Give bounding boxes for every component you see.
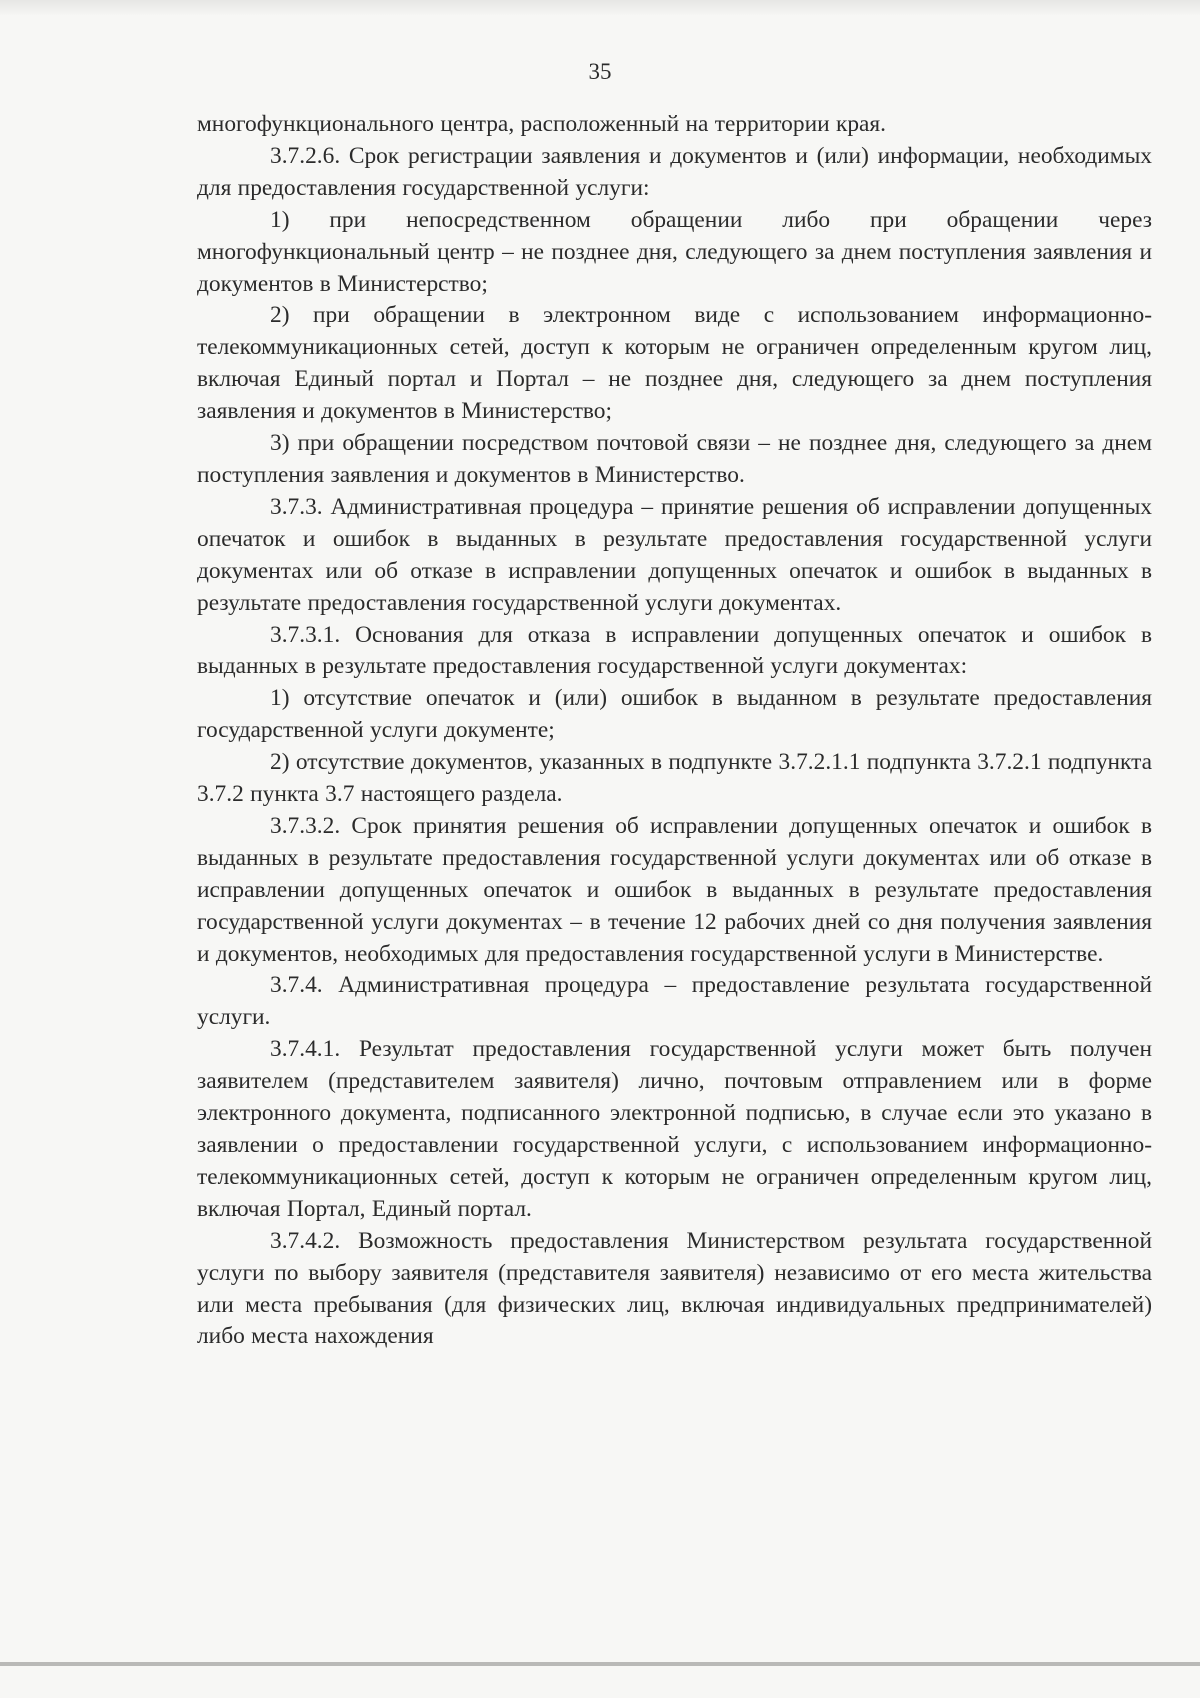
paragraph: 2) отсутствие документов, указанных в подпункте 3.7.2.1.1 подпункта 3.7.2.1 подпункта 3.7.2 пункта 3.7 настоящего раздела. bbox=[197, 749, 1153, 808]
paragraph: 3.7.4. Административная процедура – предоставление результата государственной услуги. bbox=[197, 972, 1152, 1031]
paragraph: 3.7.2.6. Срок регистрации заявления и документов и (или) информации, необходимых для предоставления государственной услуги: bbox=[197, 142, 1152, 201]
page-number: 35 bbox=[588, 59, 612, 84]
paragraph: 3.7.4.2. Возможность предоставления Министерством результата государственной услуги по выбору заявителя (представителя заявителя) независимо от его места жительства или места пребывания (для физических лиц, включая индивидуальных предпринимателей) либо места нахождения bbox=[197, 1227, 1152, 1350]
scan-edge-bottom-line bbox=[0, 1662, 1200, 1666]
paragraph: многофункционального центра, расположенный на территории края. bbox=[197, 111, 887, 137]
paragraph: 3.7.4.1. Результат предоставления государственной услуги может быть получен заявителем (представителем заявителя) лично, почтовым отправлением или в форме электронного документа, подписанного электронной подписью, в случае если это указано в заявлении о предоставлении государственной услуги, с использованием информационно-телекоммуникационных сетей, доступ к которым не ограничен определенным кругом лиц, включая Портал, Единый портал. bbox=[197, 1036, 1152, 1222]
paragraph: 1) при непосредственном обращении либо при обращении через многофункциональный центр – не позднее дня, следующего за днем поступления заявления и документов в Министерство; bbox=[197, 206, 1152, 297]
paragraph: 3.7.3. Административная процедура – принятие решения об исправлении допущенных опечаток и ошибок в выданных в результате предоставления государственной услуги документах или об отказе в исправлении допущенных опечаток и ошибок в выданных в результате предоставления государственной услуги документах. bbox=[197, 493, 1152, 616]
paragraph: 3.7.3.2. Срок принятия решения об исправлении допущенных опечаток и ошибок в выданных в результате предоставления государственной услуги документах или об отказе в исправлении допущенных опечаток и ошибок в выданных в результате предоставления государственной услуги документах – в течение 12 рабочих дней со дня получения заявления и документов, необходимых для предоставления государственной услуги в Министерстве. bbox=[197, 812, 1152, 967]
paragraph: 3) при обращении посредством почтовой связи – не позднее дня, следующего за днем поступления заявления и документов в Министерство. bbox=[197, 430, 1152, 488]
paragraph: 3.7.3.1. Основания для отказа в исправлении допущенных опечаток и ошибок в выданных в результате предоставления государственной услуги документах: bbox=[197, 621, 1152, 680]
document-body bbox=[197, 109, 1152, 1353]
paragraph: 1) отсутствие опечаток и (или) ошибок в выданном в результате предоставления государственной услуги документе; bbox=[197, 685, 1152, 744]
scan-edge-top bbox=[0, 0, 1200, 16]
paragraph: 2) при обращении в электронном виде с использованием информационно-телекоммуникационных сетей, доступ к которым не ограничен определенным кругом лиц, включая Единый портал и Портал – не позднее дня, следующего за днем поступления заявления и документов в Министерство; bbox=[197, 302, 1152, 425]
